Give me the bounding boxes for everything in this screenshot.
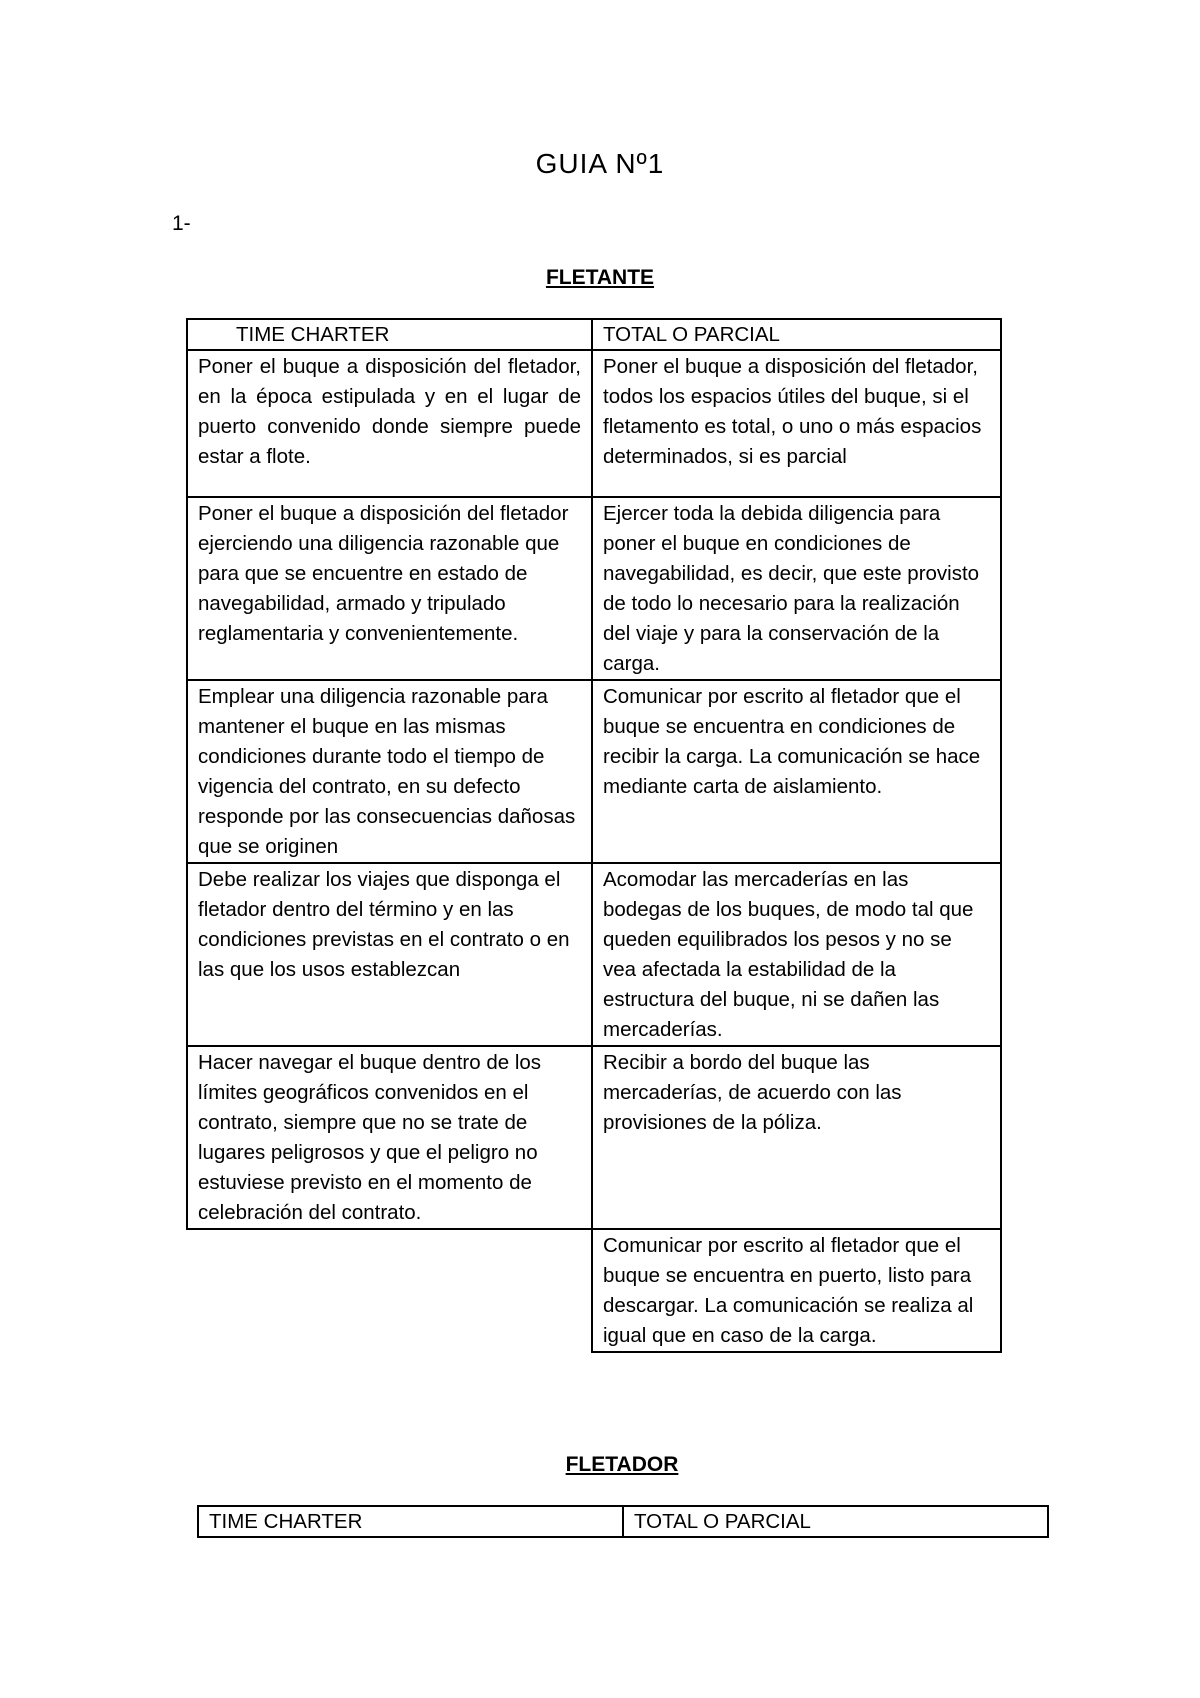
table-cell: Emplear una diligencia razonable para mantener el buque en las mismas condiciones durante todo el tiempo de vigencia del contrato, en su defecto responde por las consecuencias dañosas que se originen (187, 680, 592, 863)
table-cell: Comunicar por escrito al fletador que el buque se encuentra en puerto, listo para descargar. La comunicación se realiza al igual que en caso de la carga. (592, 1229, 1001, 1352)
column-header-total-o-parcial: TOTAL O PARCIAL (592, 319, 1001, 350)
table-cell: Hacer navegar el buque dentro de los límites geográficos convenidos en el contrato, siempre que no se trate de lugares peligrosos y que el peligro no estuviese previsto en el momento de celebración del contrato. (187, 1046, 592, 1229)
table-cell: Poner el buque a disposición del fletador, todos los espacios útiles del buque, si el fletamento es total, o uno o más espacios determinados, si es parcial (592, 350, 1001, 497)
page-title: GUIA Nº1 (535, 148, 665, 179)
table-row (187, 1046, 1001, 1229)
table-cell: Poner el buque a disposición del fletador ejerciendo una diligencia razonable que para que se encuentre en estado de navegabilidad, armado y tripulado reglamentaria y convenientemente. (187, 497, 592, 680)
table-row (187, 863, 1001, 1046)
table-row (187, 680, 1001, 863)
fletante-table (186, 318, 1002, 1353)
table-header-row (198, 1506, 1048, 1537)
table-cell: Poner el buque a disposición del fletador, en la época estipulada y en el lugar de puerto convenido donde siempre puede estar a flote. (187, 350, 592, 497)
table-cell: Acomodar las mercaderías en las bodegas de los buques, de modo tal que queden equilibrados los pesos y no se vea afectada la estabilidad de la estructura del buque, ni se dañen las mercaderías. (592, 863, 1001, 1046)
column-header-time-charter: TIME CHARTER (187, 319, 592, 350)
table-row (187, 497, 1001, 680)
section-heading-fletante: FLETANTE (545, 266, 655, 289)
item-number: 1- (172, 212, 191, 235)
table-cell: Ejercer toda la debida diligencia para poner el buque en condiciones de navegabilidad, es decir, que este provisto de todo lo necesario para la realización del viaje y para la conservación de la carga. (592, 497, 1001, 680)
table-row (187, 1229, 1001, 1352)
section-heading-fletador: FLETADOR (565, 1453, 679, 1476)
column-header-total-o-parcial: TOTAL O PARCIAL (623, 1506, 1048, 1537)
table-header-row (187, 319, 1001, 350)
table-row (187, 350, 1001, 497)
table-cell: Comunicar por escrito al fletador que el buque se encuentra en condiciones de recibir la carga. La comunicación se hace mediante carta de aislamiento. (592, 680, 1001, 863)
column-header-time-charter: TIME CHARTER (198, 1506, 623, 1537)
empty-cell (187, 1229, 592, 1352)
fletador-table (197, 1505, 1049, 1538)
table-cell: Recibir a bordo del buque las mercaderías, de acuerdo con las provisiones de la póliza. (592, 1046, 1001, 1229)
table-cell: Debe realizar los viajes que disponga el fletador dentro del término y en las condiciones previstas en el contrato o en las que los usos establezcan (187, 863, 592, 1046)
